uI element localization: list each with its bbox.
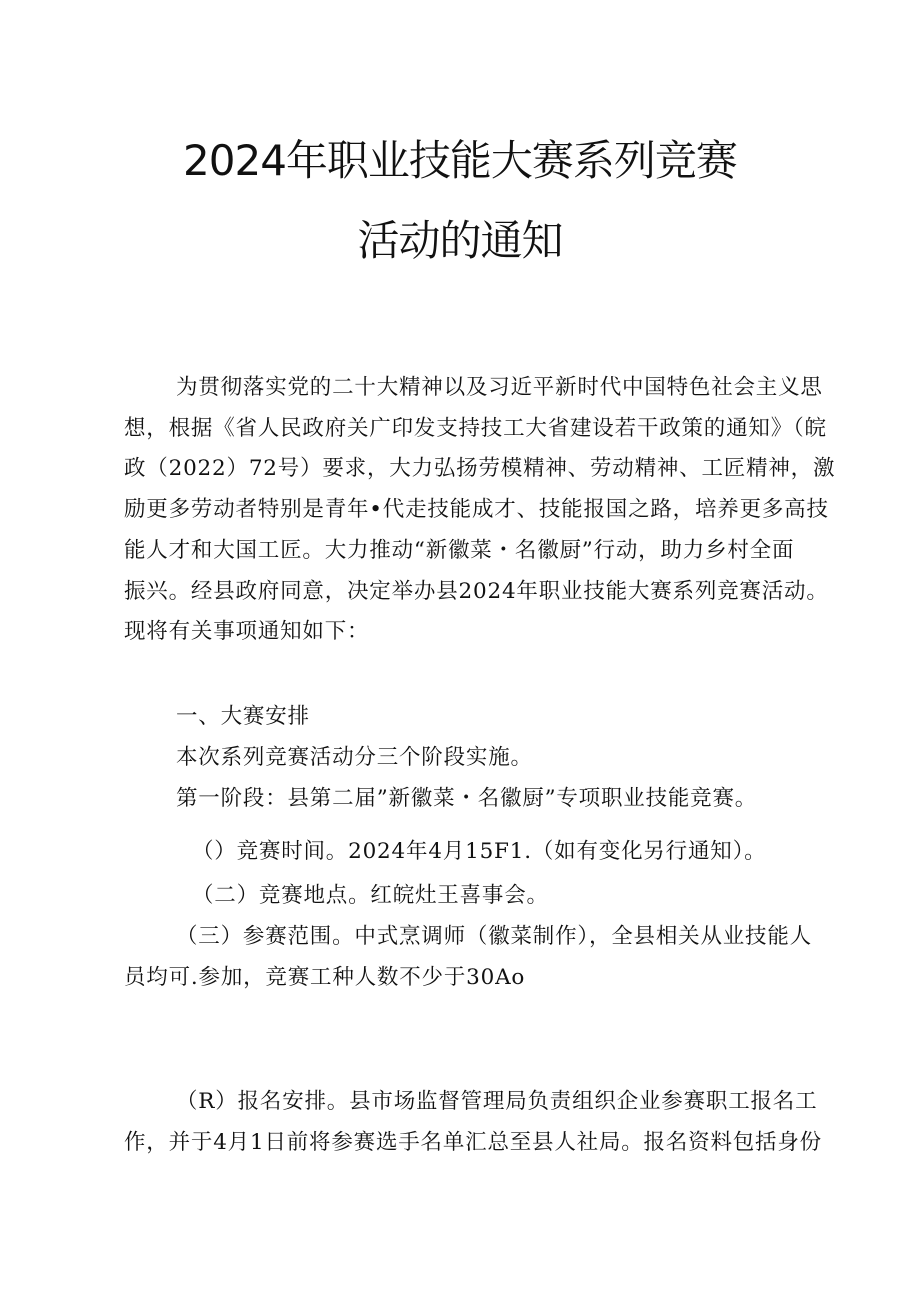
item-signup-arrangement [124, 1082, 822, 1163]
item-competition-place: （二）竞赛地点。红皖灶王喜事会。 [192, 883, 549, 908]
intro-line: 为贯彻落实党的二十大精神以及习近平新时代中国特色社会主义思 [176, 375, 823, 400]
section-heading-1: 一、大赛安排 [176, 704, 310, 729]
intro-line: 想，根据《省人民政府关广印发支持技工大省建设若干政策的通知》（皖 [124, 415, 827, 441]
range-line: 员均可.参加，竞赛工种人数不少于30Ao [124, 964, 526, 990]
intro-line: 振兴。经县政府同意，决定举办县2024年职业技能大赛系列竞赛活动。 [124, 578, 829, 604]
overview-paragraph: 本次系列竞赛活动分三个阶段实施。 [176, 745, 533, 770]
signup-line: 作，并于4月1日前将参赛选手名单汇总至县人社局。报名资料包括身份 [124, 1129, 822, 1155]
range-line: （三）参赛范围。中式烹调师（徽菜制作），全县相关从业技能人 [176, 924, 812, 949]
document-title-line-2: 活动的通知 [357, 216, 563, 265]
intro-paragraph [124, 368, 836, 653]
intro-line: 励更多劳动者特别是青年•代走技能成才、技能报国之路，培养更多高技 [124, 497, 829, 523]
intro-line: 现将有关事项通知如下： [124, 619, 370, 645]
item-competition-range [124, 917, 810, 998]
signup-line: （R）报名安排。县市场监督管理局负责组织企业参赛职工报名工 [176, 1089, 818, 1114]
stage-1-paragraph: 第一阶段：县第二届”新徽菜・名徽厨”专项职业技能竞赛。 [176, 786, 758, 811]
item-competition-time: （）竞赛时间。2024年4月15F1.（如有变化另行通知）。 [192, 839, 767, 864]
intro-line: 政（2022）72号）要求，大力弘扬劳模精神、劳动精神、工匠精神，激 [124, 456, 836, 482]
intro-line: 能人才和大国工匠。大力推动“新徽菜・名徽厨”行动，助力乡村全面 [124, 537, 795, 563]
document-title-line-1: 2024年职业技能大赛系列竞赛 [183, 136, 737, 185]
